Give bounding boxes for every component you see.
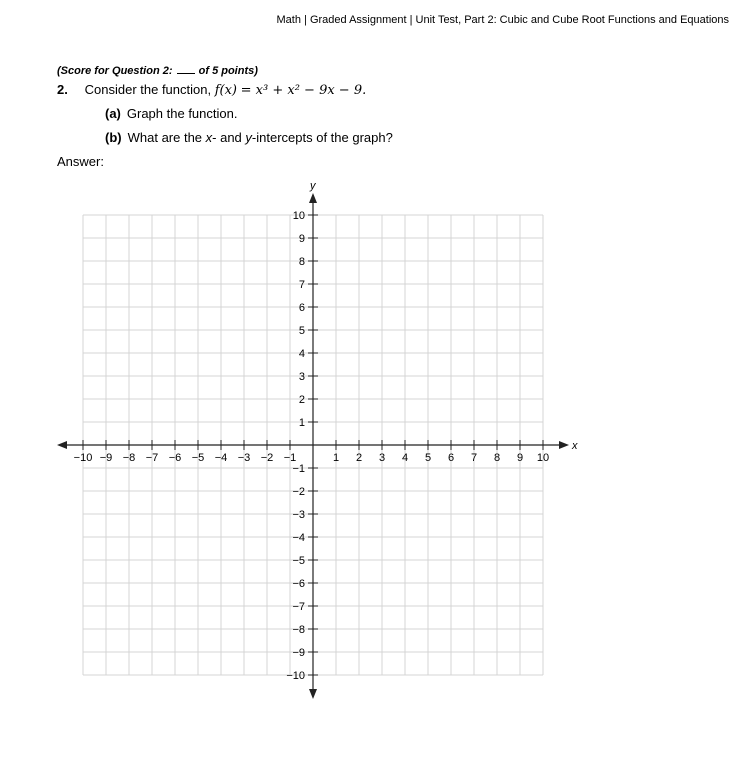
y-tick-label: −2 <box>292 486 305 498</box>
score-suffix: of 5 points) <box>195 65 258 77</box>
answer-label: Answer: <box>57 154 104 169</box>
y-tick-label: 4 <box>298 348 305 360</box>
function-lhs: f(x) <box>214 83 238 98</box>
y-tick-label: 9 <box>298 233 305 245</box>
y-tick-label: −7 <box>292 601 305 613</box>
x-tick-label: −10 <box>73 452 93 464</box>
x-axis-label: x <box>572 440 578 452</box>
x-tick-label: 7 <box>470 452 478 464</box>
x-tick-label: −2 <box>260 452 274 464</box>
y-tick-label: 3 <box>298 371 305 383</box>
x-tick-label: −5 <box>191 452 205 464</box>
x-tick-label: 9 <box>516 452 524 464</box>
x-tick-label: 1 <box>332 452 340 464</box>
x-tick-label: 8 <box>493 452 501 464</box>
y-tick-label: −1 <box>292 463 305 475</box>
part-a-text: Graph the function. <box>126 106 238 121</box>
y-tick-label: 10 <box>292 210 305 222</box>
x-tick-label: −9 <box>99 452 113 464</box>
y-tick-label: −4 <box>292 532 305 544</box>
y-axis-arrow-up-icon <box>309 193 317 203</box>
x-axis-arrow-right-icon <box>559 441 569 449</box>
x-tick-label: −7 <box>145 452 159 464</box>
question-number: 2. <box>57 82 68 97</box>
part-b-text-mid: - and <box>212 130 246 145</box>
x-tick-label: −6 <box>168 452 182 464</box>
x-tick-label: −8 <box>122 452 136 464</box>
x-tick-label: −4 <box>214 452 228 464</box>
y-tick-label: 1 <box>298 417 305 429</box>
part-b-text-post: -intercepts of the graph? <box>251 130 393 145</box>
y-tick-label: −10 <box>286 670 305 682</box>
assignment-header: Math | Graded Assignment | Unit Test, Part 2: Cubic and Cube Root Functions and Equations <box>276 14 729 26</box>
part-b-y-var: y <box>245 130 252 145</box>
y-tick-label: −9 <box>292 647 305 659</box>
x-tick-label: 2 <box>355 452 363 464</box>
part-a-label: (a) <box>105 106 121 121</box>
x-tick-label: 10 <box>536 452 550 464</box>
x-tick-label: 6 <box>447 452 455 464</box>
part-b-label: (b) <box>105 130 122 145</box>
part-b-x-var: x <box>205 130 213 145</box>
y-tick-label: 6 <box>298 302 305 314</box>
y-tick-label: −3 <box>292 509 305 521</box>
x-tick-label: −1 <box>283 452 297 464</box>
x-tick-label: 3 <box>378 452 386 464</box>
y-tick-label: 2 <box>298 394 305 406</box>
x-tick-label: 5 <box>424 452 432 464</box>
y-tick-label: −6 <box>292 578 305 590</box>
y-tick-label: 8 <box>298 256 305 268</box>
x-tick-label: −3 <box>237 452 251 464</box>
score-prefix: (Score for Question 2: <box>57 65 176 77</box>
y-tick-label: −5 <box>292 555 305 567</box>
y-tick-label: 5 <box>298 325 305 337</box>
function-rhs: = x³ + x² − 9x − 9. <box>240 83 367 98</box>
y-tick-label: 7 <box>298 279 305 291</box>
part-b-text-pre: What are the <box>127 130 206 145</box>
question-text: Consider the function, <box>84 82 212 97</box>
y-axis-label: y <box>310 180 316 192</box>
y-axis-arrow-down-icon <box>309 689 317 699</box>
x-tick-label: 4 <box>401 452 409 464</box>
y-tick-label: −8 <box>292 624 305 636</box>
x-axis-arrow-left-icon <box>57 441 67 449</box>
